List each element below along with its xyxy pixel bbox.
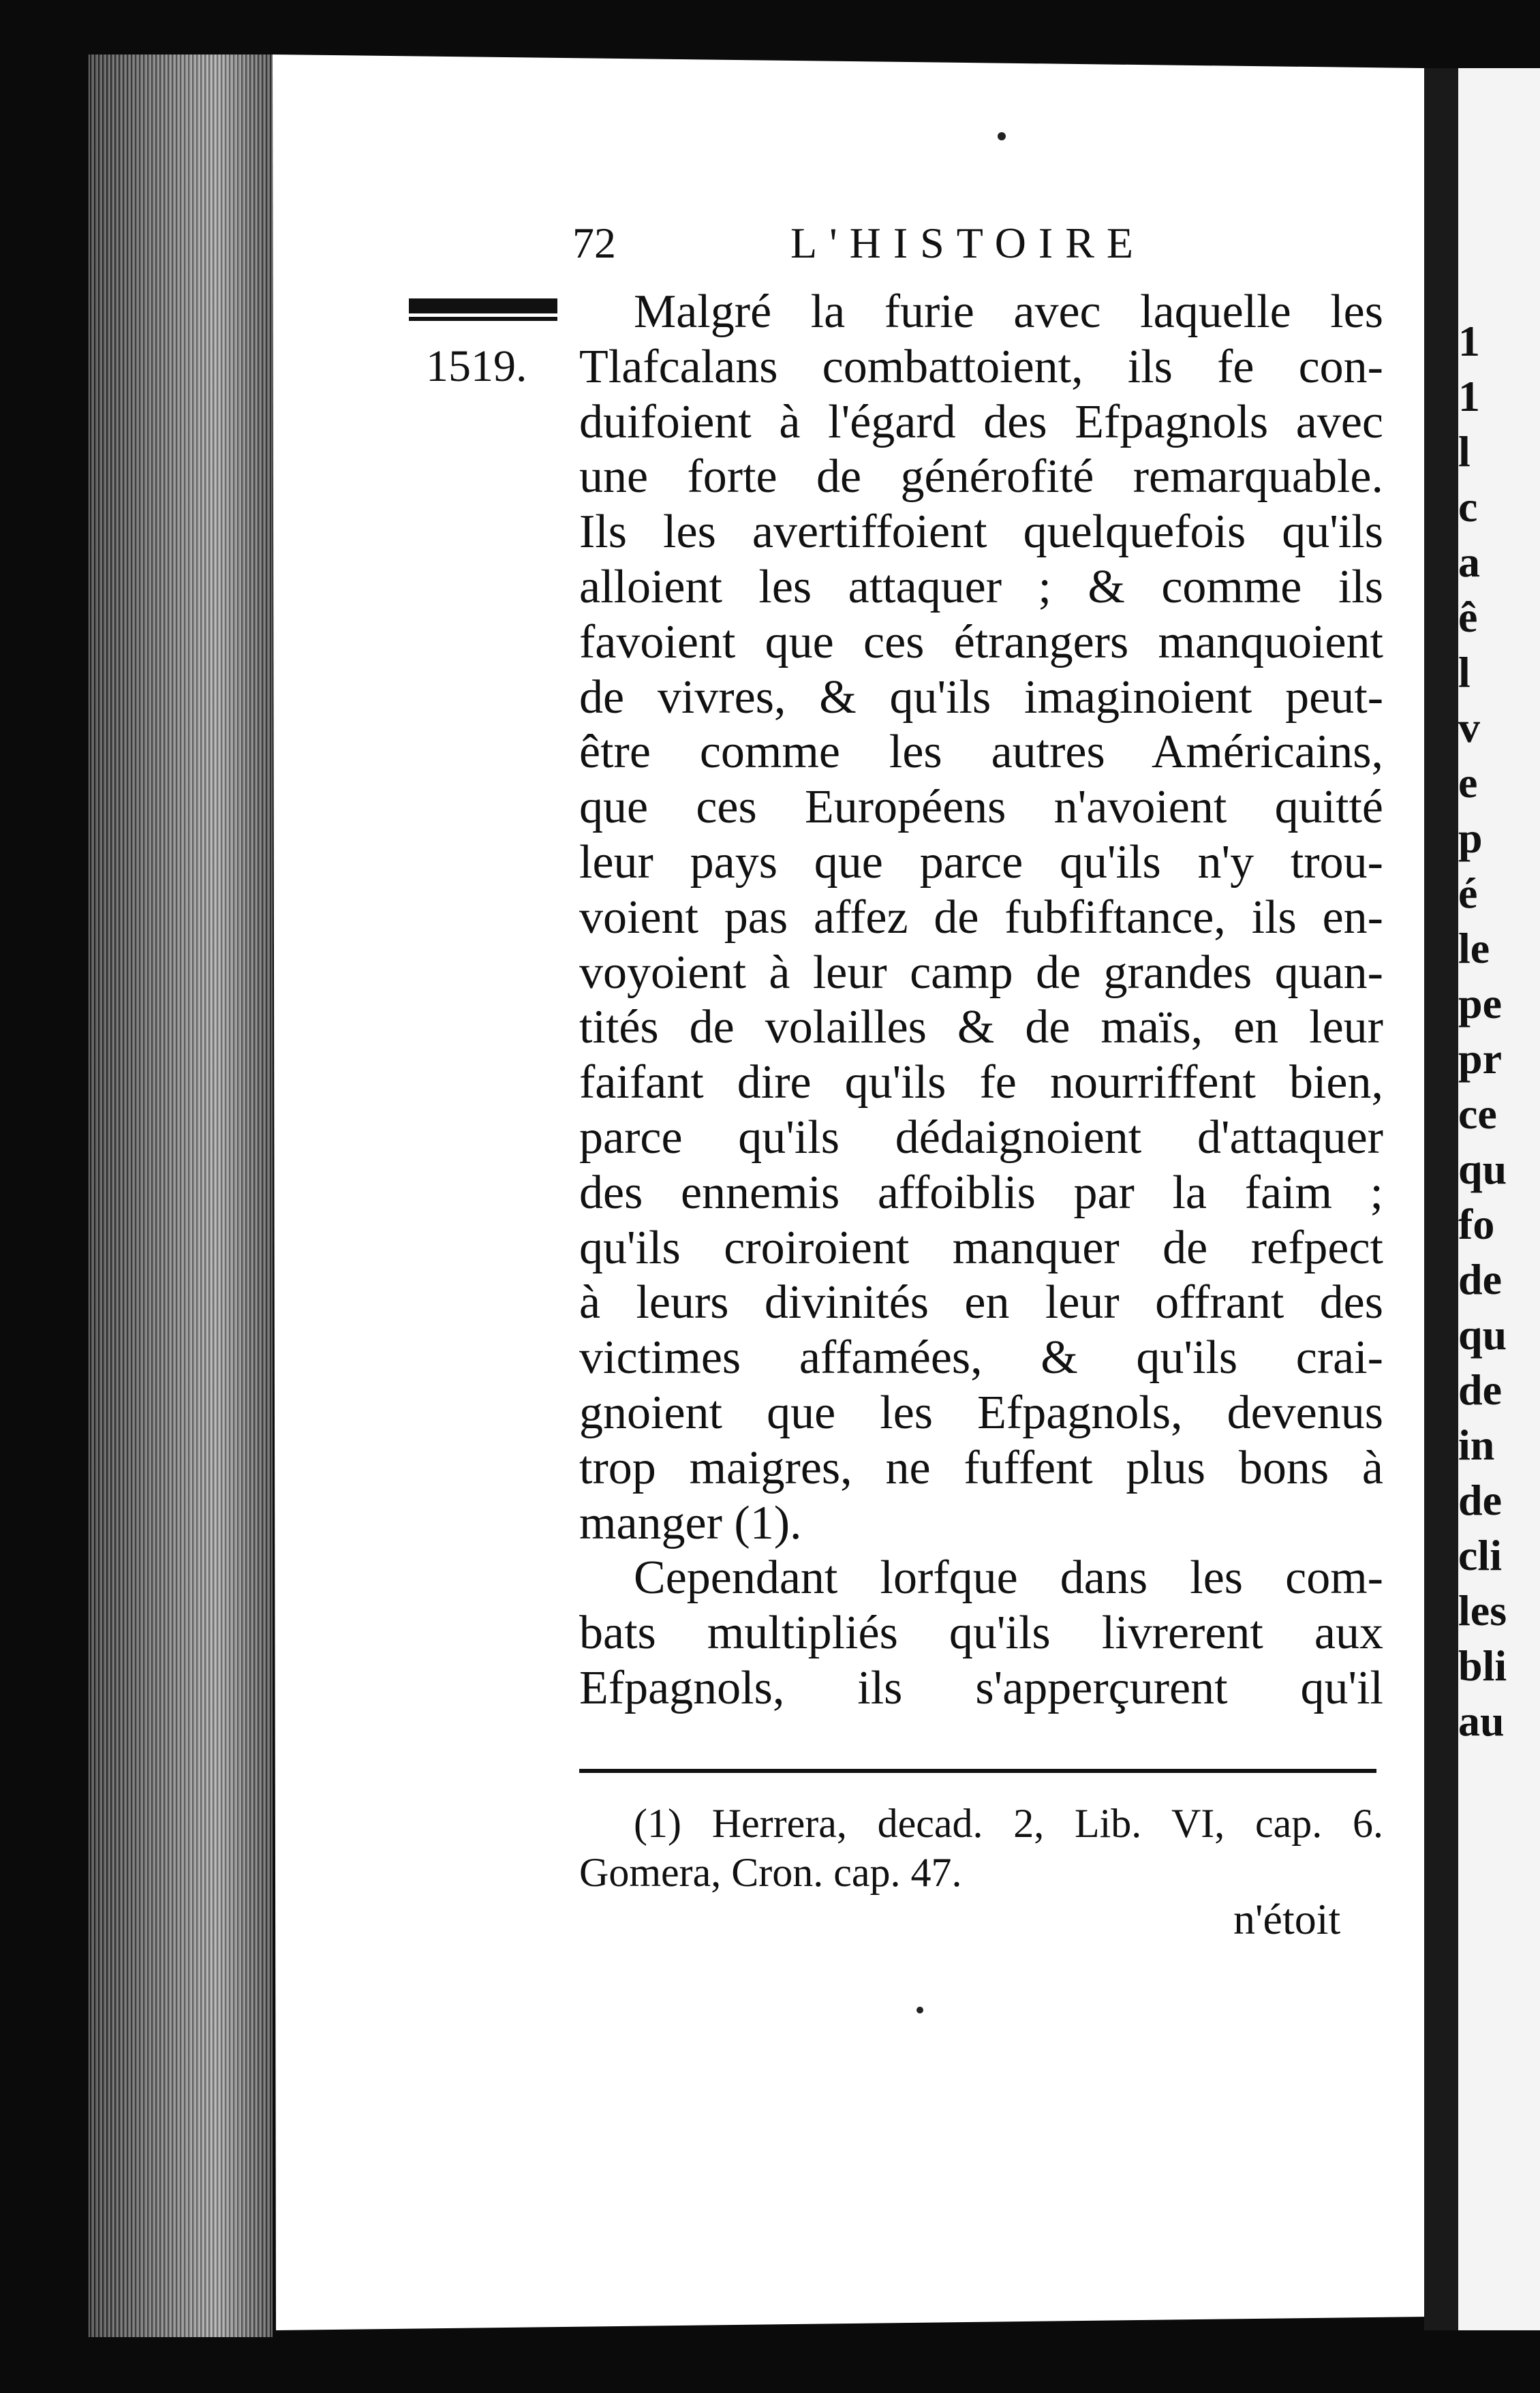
text-line: Tlafcalans combattoient, ils fe con- bbox=[579, 340, 1383, 393]
facing-fragment: in bbox=[1458, 1421, 1495, 1469]
facing-fragment: c bbox=[1458, 482, 1478, 531]
facing-fragment: qu bbox=[1458, 1145, 1507, 1193]
text-line: Cependant lorfque dans les com- bbox=[634, 1551, 1383, 1605]
catchword: n'étoit bbox=[1233, 1895, 1341, 1943]
facing-fragment: fo bbox=[1458, 1200, 1495, 1248]
text-line: duifoient à l'égard des Efpagnols avec bbox=[579, 395, 1383, 448]
text-line: voyoient à leur camp de grandes quan- bbox=[579, 946, 1383, 999]
footnote bbox=[579, 1799, 1383, 1897]
text-line: faifant dire qu'ils fe nourriffent bien, bbox=[579, 1056, 1383, 1109]
facing-fragment: pr bbox=[1458, 1034, 1502, 1083]
running-header bbox=[572, 218, 1383, 286]
facing-fragment: de bbox=[1458, 1476, 1502, 1524]
facing-fragment: de bbox=[1458, 1255, 1502, 1303]
text-line: être comme les autres Américains, bbox=[579, 726, 1383, 779]
text-line: bats multipliés qu'ils livrerent aux bbox=[579, 1607, 1383, 1660]
facing-fragment: pe bbox=[1458, 979, 1502, 1028]
margin-rule bbox=[409, 298, 557, 313]
facing-fragment: ce bbox=[1458, 1090, 1497, 1138]
facing-fragment: qu bbox=[1458, 1310, 1507, 1359]
text-line: favoient que ces étrangers manquoient bbox=[579, 615, 1383, 668]
facing-fragment: de bbox=[1458, 1365, 1502, 1414]
text-line: à leurs divinités en leur offrant des bbox=[579, 1276, 1383, 1329]
text-line: leur pays que parce qu'ils n'y trou- bbox=[579, 835, 1383, 889]
text-line: de vivres, & qu'ils imaginoient peut- bbox=[579, 670, 1383, 724]
facing-fragment: é bbox=[1458, 869, 1478, 917]
text-line: manger (1). bbox=[579, 1496, 802, 1549]
text-line: une forte de générofité remarquable. bbox=[579, 450, 1383, 504]
text-line: des ennemis affoiblis par la faim ; bbox=[579, 1166, 1383, 1219]
facing-fragment: a bbox=[1458, 538, 1480, 586]
margin-year: 1519. bbox=[426, 341, 527, 391]
text-line: victimes affamées, & qu'ils crai- bbox=[579, 1331, 1383, 1385]
body-text bbox=[579, 285, 1383, 1716]
footnote-line: (1) Herrera, decad. 2, Lib. VI, cap. 6. bbox=[634, 1801, 1383, 1846]
facing-fragment: les bbox=[1458, 1586, 1507, 1635]
text-line: parce qu'ils dédaignoient d'attaquer bbox=[579, 1111, 1383, 1164]
facing-fragment: v bbox=[1458, 703, 1480, 752]
facing-fragment: ê bbox=[1458, 593, 1478, 641]
running-head: L'HISTOIRE bbox=[790, 219, 1145, 267]
text-line: tités de volailles & de maïs, en leur bbox=[579, 1001, 1383, 1054]
text-line: Efpagnols, ils s'apperçurent qu'il bbox=[579, 1661, 1383, 1714]
text-line: qu'ils croiroient manquer de refpect bbox=[579, 1221, 1383, 1274]
text-line: gnoient que les Efpagnols, devenus bbox=[579, 1386, 1383, 1439]
text-line: alloient les attaquer ; & comme ils bbox=[579, 560, 1383, 613]
facing-fragment: 1 bbox=[1458, 372, 1480, 420]
facing-fragment: l bbox=[1458, 648, 1470, 696]
text-line: voient pas affez de fubfiftance, ils en- bbox=[579, 891, 1383, 944]
footnote-line: Gomera, Cron. cap. 47. bbox=[579, 1850, 962, 1895]
facing-fragment: cli bbox=[1458, 1531, 1502, 1579]
text-line: trop maigres, ne fuffent plus bons à bbox=[579, 1441, 1383, 1494]
footnote-rule bbox=[579, 1769, 1376, 1773]
facing-fragment: bli bbox=[1458, 1641, 1507, 1690]
facing-fragment: au bbox=[1458, 1697, 1505, 1745]
text-line: que ces Européens n'avoient quitté bbox=[579, 781, 1383, 834]
text-line: Ils les avertiffoient quelquefois qu'ils bbox=[579, 506, 1383, 559]
facing-page-text bbox=[1458, 313, 1540, 1748]
facing-fragment: l bbox=[1458, 427, 1470, 476]
facing-fragment: p bbox=[1458, 814, 1483, 862]
text-line: Malgré la furie avec laquelle les bbox=[634, 285, 1383, 338]
facing-fragment: e bbox=[1458, 758, 1478, 807]
page-number: 72 bbox=[572, 219, 616, 267]
facing-fragment: le bbox=[1458, 924, 1490, 972]
facing-fragment: 1 bbox=[1458, 317, 1480, 365]
